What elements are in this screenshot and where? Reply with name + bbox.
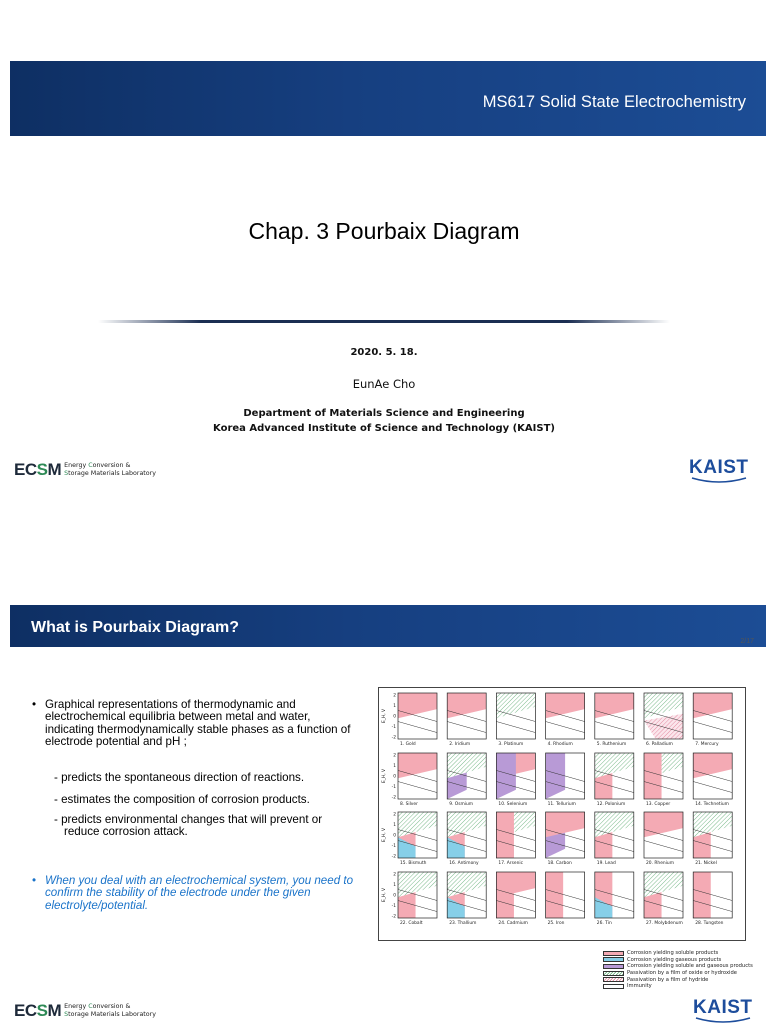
panel-label: 13. Copper <box>646 802 671 808</box>
header-banner <box>10 61 766 136</box>
panel-label: 14. Technetium <box>695 802 729 808</box>
diagram-panel <box>447 872 486 926</box>
diagram-panel <box>447 693 486 747</box>
diagram-panel <box>644 812 683 866</box>
y-tick-label: -2 <box>391 854 396 860</box>
legend-label: Corrosion yielding gaseous products <box>627 956 722 963</box>
diagram-panel <box>496 753 535 807</box>
panel-label: 21. Nickel <box>695 861 717 867</box>
y-tick-label: 1 <box>393 823 396 828</box>
panel-label: 27. Molybdenum <box>646 921 683 927</box>
legend-swatch <box>603 977 624 982</box>
panel-label: 22. Cobalt <box>400 921 423 927</box>
y-tick-label: 2 <box>393 812 396 818</box>
panel-label: 18. Carbon <box>547 861 572 867</box>
panel-label: 20. Rhenium <box>646 861 674 867</box>
presentation-date: 2020. 5. 18. <box>350 347 418 358</box>
ecsm-logo-text: Energy Conversion & Storage Materials Laboratory <box>64 462 156 477</box>
panel-label: 28. Tungsten <box>695 921 724 927</box>
panel-label: 19. Lead <box>596 861 616 867</box>
y-axis-label: E_H, V <box>382 708 387 724</box>
panel-label: 24. Cadmium <box>498 921 528 927</box>
chapter-title: Chap. 3 Pourbaix Diagram <box>248 218 520 244</box>
title-slide <box>0 0 768 510</box>
panel-label: 10. Selenium <box>498 802 528 808</box>
diagram-panel <box>644 872 683 926</box>
ecsm-logo-footer <box>14 1001 156 1021</box>
diagram-panel <box>546 812 585 866</box>
slide-title: What is Pourbaix Diagram? <box>31 619 240 636</box>
diagram-panel <box>595 872 634 926</box>
diagram-panel <box>496 693 535 747</box>
legend-swatch <box>603 964 624 969</box>
legend-item <box>603 970 753 977</box>
region-pinkLeft <box>693 872 711 918</box>
region-pinkLeft <box>496 812 514 858</box>
legend-swatch <box>603 957 624 962</box>
ecsm-logo-mark: ECSM <box>14 460 62 479</box>
legend-swatch <box>603 971 624 976</box>
bullet-icon: • <box>32 874 37 887</box>
diagram-panel <box>595 753 634 807</box>
y-tick-label: 0 <box>393 893 396 899</box>
diagram-panel <box>693 753 732 807</box>
diagram-panel <box>546 872 585 926</box>
y-tick-label: 0 <box>393 774 396 780</box>
legend-item <box>603 950 753 957</box>
definition-bullet <box>32 699 362 748</box>
panel-label: 5. Ruthenium <box>596 742 627 748</box>
region-pinkLeft <box>644 753 662 799</box>
pourbaix-diagram-grid <box>378 687 746 941</box>
slide-header-banner <box>10 605 766 647</box>
y-tick-label: -1 <box>391 785 396 790</box>
definition-text: Graphical representations of thermodynamic and electrochemical equilibria between metal and water, indicating thermodynamically stable phases as a function of electrode potential and pH ; <box>45 698 351 748</box>
pourbaix-grid-svg <box>379 688 745 940</box>
institute-name: Korea Advanced Institute of Science and Technology (KAIST) <box>213 423 555 434</box>
y-tick-label: 0 <box>393 833 396 839</box>
panel-label: 3. Platinum <box>498 742 524 748</box>
diagram-panel <box>496 872 535 926</box>
y-tick-label: -2 <box>391 735 396 741</box>
panel-label: 6. Palladium <box>646 742 673 748</box>
diagram-panel <box>595 693 634 747</box>
ecsm-logo <box>14 460 156 480</box>
sub-point-prevention: - predicts environmental changes that will prevent or reduce corrosion attack. <box>54 813 323 839</box>
diagram-panel <box>693 693 732 747</box>
legend-label: Corrosion yielding soluble and gaseous products <box>627 963 753 970</box>
department-name: Department of Materials Science and Engineering <box>243 408 525 419</box>
panel-label: 11. Tellurium <box>547 802 576 808</box>
diagram-legend <box>603 950 753 990</box>
y-tick-label: 2 <box>393 753 396 759</box>
panel-label: 16. Antimony <box>449 861 479 867</box>
course-title: MS617 Solid State Electrochemistry <box>482 93 746 111</box>
panel-label: 1. Gold <box>400 742 416 748</box>
region-pinkLeft <box>546 872 564 918</box>
panel-label: 4. Rhodium <box>547 742 573 748</box>
y-tick-label: -1 <box>391 904 396 909</box>
diagram-panel <box>398 693 437 747</box>
diagram-panel <box>644 753 683 807</box>
legend-item <box>603 983 753 990</box>
legend-item <box>603 976 753 983</box>
sub-point-products: - estimates the composition of corrosion products. <box>54 793 310 806</box>
legend-swatch <box>603 951 624 956</box>
diagram-panel <box>644 693 683 747</box>
panel-label: 2. Iridium <box>449 742 471 748</box>
sub-point-reactions: - predicts the spontaneous direction of reactions. <box>54 771 305 784</box>
legend-label: Passivation by a film of hydride <box>627 976 709 983</box>
panel-label: 26. Tin <box>596 921 612 927</box>
page-number: 2/17 <box>740 638 754 645</box>
diagram-panel <box>595 812 634 866</box>
diagram-panel <box>693 812 732 866</box>
diagram-panel <box>447 812 486 866</box>
diagram-panel <box>496 812 535 866</box>
panel-label: 9. Osmium <box>449 802 474 808</box>
diagram-panel <box>546 693 585 747</box>
y-tick-label: -1 <box>391 725 396 730</box>
y-axis-label: E_H, V <box>382 827 387 843</box>
kaist-swoosh-icon <box>690 477 748 483</box>
author-name: EunAe Cho <box>352 377 416 391</box>
y-tick-label: -1 <box>391 844 396 849</box>
y-tick-label: 1 <box>393 764 396 769</box>
ecsm-logo-mark: ECSM <box>14 1001 62 1020</box>
highlight-bullet <box>32 875 370 912</box>
y-tick-label: 1 <box>393 704 396 709</box>
y-tick-label: -2 <box>391 914 396 920</box>
y-axis-label: E_H, V <box>382 887 387 903</box>
diagram-panel <box>693 872 732 926</box>
kaist-logo-footer: KAIST <box>693 998 753 1023</box>
y-tick-label: -2 <box>391 795 396 801</box>
legend-item <box>603 963 753 970</box>
diagram-panel <box>398 812 437 866</box>
kaist-swoosh-icon <box>694 1017 752 1023</box>
title-divider <box>98 320 670 323</box>
legend-swatch <box>603 984 624 989</box>
diagram-panel <box>447 753 486 807</box>
legend-item <box>603 957 753 964</box>
panel-label: 15. Bismuth <box>400 861 427 867</box>
panel-label: 23. Thallium <box>449 921 477 927</box>
panel-label: 17. Arsenic <box>498 861 523 867</box>
region-pinkLeft <box>496 872 514 918</box>
legend-label: Corrosion yielding soluble products <box>627 950 719 957</box>
kaist-logo: KAIST <box>689 458 749 483</box>
diagram-panel <box>398 872 437 926</box>
legend-label: Passivation by a film of oxide or hydroxide <box>627 970 737 977</box>
bullet-icon: • <box>32 698 37 711</box>
panel-label: 8. Silver <box>400 802 418 808</box>
y-axis-label: E_H, V <box>382 768 387 784</box>
content-slide <box>0 590 768 1024</box>
legend-label: Immunity <box>627 983 652 990</box>
y-tick-label: 1 <box>393 883 396 888</box>
ecsm-logo-text: Energy Conversion & Storage Materials Laboratory <box>64 1003 156 1018</box>
diagram-panel <box>398 753 437 807</box>
panel-label: 12. Polonium <box>596 802 626 808</box>
y-tick-label: 2 <box>393 872 396 878</box>
highlight-text: When you deal with an electrochemical system, you need to confirm the stability of the electrode under the given electrolyte/potential. <box>45 874 354 912</box>
panel-label: 25. Iron <box>547 921 565 927</box>
y-tick-label: 2 <box>393 693 396 699</box>
y-tick-label: 0 <box>393 714 396 720</box>
diagram-panel <box>546 753 585 807</box>
panel-label: 7. Mercury <box>695 742 719 748</box>
